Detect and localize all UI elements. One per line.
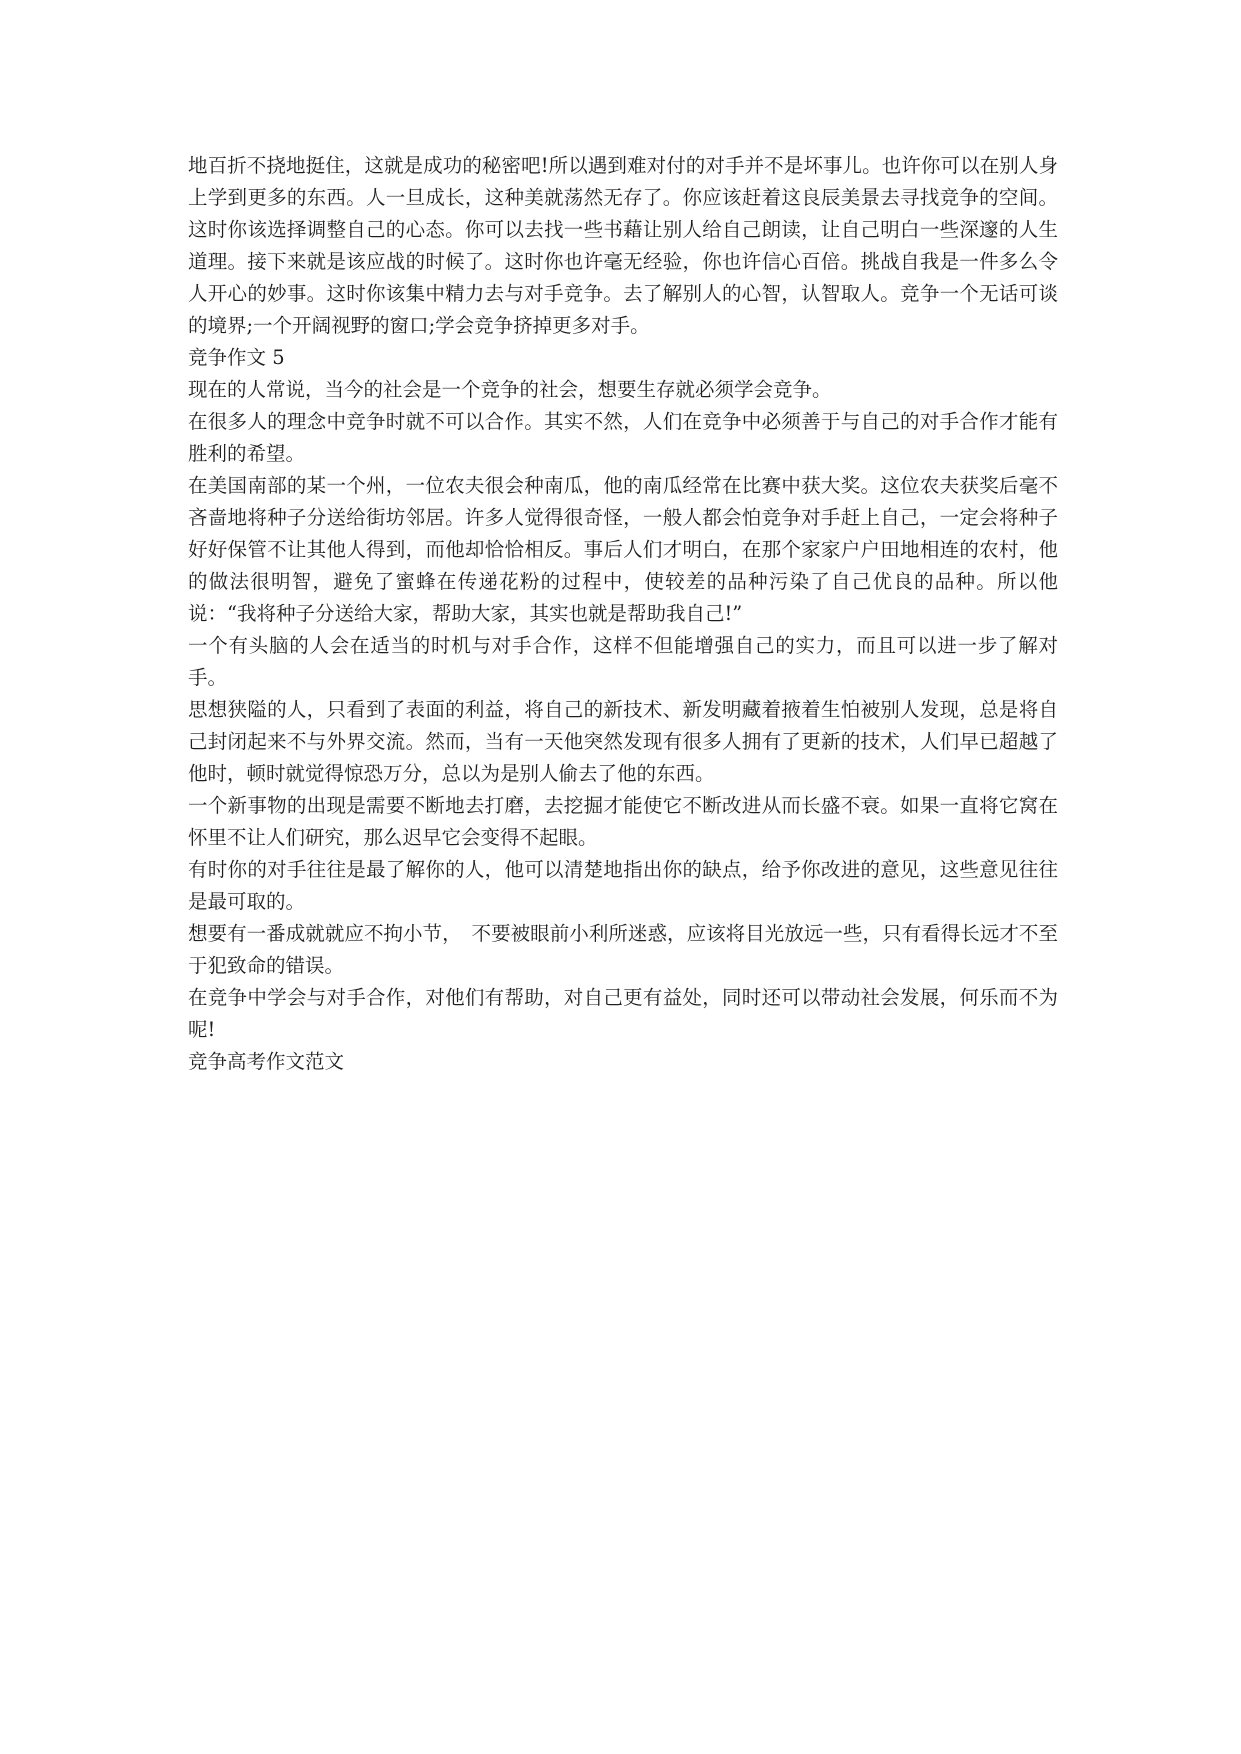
paragraph: 想要有一番成就就应不拘小节， 不要被眼前小利所迷惑，应该将目光放远一些，只有看得长远才不至于犯致命的错误。 [188, 922, 1058, 977]
section-heading-sample-essay: 竞争高考作文范文 [188, 1050, 345, 1073]
paragraph: 思想狭隘的人，只看到了表面的利益，将自己的新技术、新发明藏着掖着生怕被别人发现，总是将自己封闭起来不与外界交流。然而，当有一天他突然发现有很多人拥有了更新的技术，人们早已超越了他时，顿时就觉得惊恐万分，总以为是别人偷去了他的东西。 [188, 698, 1058, 785]
paragraph: 有时你的对手往往是最了解你的人，他可以清楚地指出你的缺点，给予你改进的意见，这些意见往往是最可取的。 [188, 858, 1058, 913]
paragraph: 在美国南部的某一个州，一位农夫很会种南瓜，他的南瓜经常在比赛中获大奖。这位农夫获奖后毫不吝啬地将种子分送给街坊邻居。许多人觉得很奇怪，一般人都会怕竞争对手赶上自己，一定会将种子好好保管不让其他人得到，而他却恰恰相反。事后人们才明白，在那个家家户户田地相连的农村，他的做法很明智，避免了蜜蜂在传递花粉的过程中，使较差的品种污染了自己优良的品种。所以他说：“我将种子分送给大家，帮助大家，其实也就是帮助我自己!” [188, 474, 1058, 625]
paragraph: 一个新事物的出现是需要不断地去打磨，去挖掘才能使它不断改进从而长盛不衰。如果一直将它窝在怀里不让人们研究，那么迟早它会变得不起眼。 [188, 794, 1058, 849]
paragraph: 一个有头脑的人会在适当的时机与对手合作，这样不但能增强自己的实力，而且可以进一步了解对手。 [188, 634, 1058, 689]
paragraph: 在竞争中学会与对手合作，对他们有帮助，对自己更有益处，同时还可以带动社会发展，何乐而不为呢! [188, 986, 1058, 1041]
section-heading-essay-5: 竞争作文 5 [188, 346, 285, 369]
paragraph: 在很多人的理念中竞争时就不可以合作。其实不然，人们在竞争中必须善于与自己的对手合作才能有胜利的希望。 [188, 410, 1058, 465]
document-body [188, 150, 1058, 1078]
paragraph-intro-continued: 地百折不挠地挺住，这就是成功的秘密吧!所以遇到难对付的对手并不是坏事儿。也许你可以在别人身上学到更多的东西。人一旦成长，这种美就荡然无存了。你应该赶着这良辰美景去寻找竞争的空间。这时你该选择调整自己的心态。你可以去找一些书藉让别人给自己朗读，让自己明白一些深邃的人生道理。接下来就是该应战的时候了。这时你也许毫无经验，你也许信心百倍。挑战自我是一件多么令人开心的妙事。这时你该集中精力去与对手竞争。去了解别人的心智，认智取人。竞争一个无话可谈的境界;一个开阔视野的窗口;学会竞争挤掉更多对手。 [188, 154, 1058, 337]
paragraph: 现在的人常说，当今的社会是一个竞争的社会，想要生存就必须学会竞争。 [188, 378, 832, 401]
